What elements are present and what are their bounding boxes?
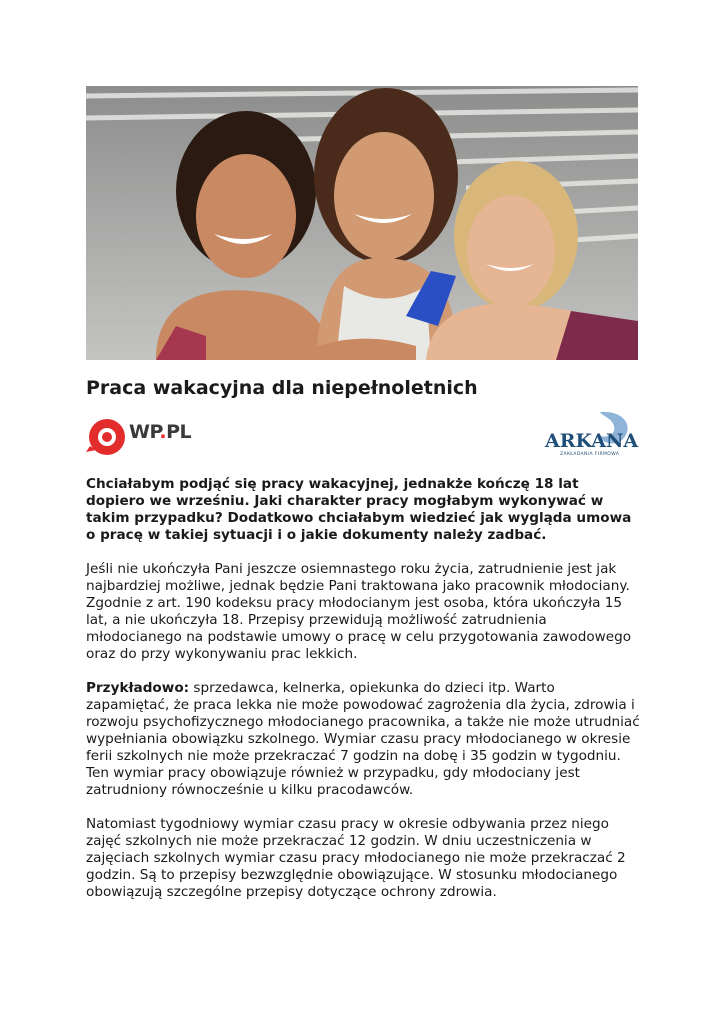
- answer-paragraph-3: Natomiast tygodniowy wymiar czasu pracy w okresie odbywania przez niego zajęć szkolnych nie może przekraczać 12 godzin. W dniu uczestniczenia w zajęciach szkolnych wymiar czasu pracy młodocianego nie może przekraczać 2 godzin. Są to przepisy bezwzględnie obowiązujące. W stosunku młodocianego obowiązują szczególne przepisy dotyczące ochrony zdrowia.: [86, 816, 626, 900]
- wp-logo-dot: .: [159, 421, 167, 443]
- header-photo: [86, 86, 638, 360]
- question-paragraph: Chciałabym podjąć się pracy wakacyjnej, jednakże kończę 18 lat dopiero we wrześniu. Jaki charakter pracy mogłabym wykonywać w takim przypadku? Dodatkowo chciałabym wiedzieć jak wygląda umowa o pracę w takiej sytuacji i o jakie dokumenty należy zadbać.: [86, 476, 632, 543]
- paragraph-body: sprzedawca, kelnerka, opiekunka do dzieci itp. Warto zapamiętać, że praca lekka nie może powodować zagrożenia dla życia, zdrowia i rozwoju psychofizycznego młodocianego pracownika, a także nie może utrudniać wypełniania obowiązku szkolnego. Wymiar czasu pracy młodocianego w okresie ferii szkolnych nie może przekraczać 7 godzin na dobę i 35 godzin w tygodniu. Ten wymiar pracy obowiązuje również w przypadku, gdy młodociany jest zatrudniony równocześnie u kilku pracodawców.: [86, 680, 640, 798]
- article-body: [86, 476, 642, 918]
- paragraph-lead: Przykładowo:: [86, 680, 190, 696]
- arkana-logo: ARKANA: [545, 430, 639, 452]
- answer-paragraph-1: Jeśli nie ukończyła Pani jeszcze osiemnastego roku życia, zatrudnienie jest jak najbardziej możliwe, jednak będzie Pani traktowana jako pracownik młodociany. Zgodnie z art. 190 kodeksu pracy młodocianym jest osoba, która ukończyła 15 lat, a nie ukończyła 18. Przepisy przewidują możliwość zatrudnienia młodocianego na podstawie umowy o pracę w celu przygotowania zawodowego oraz do przy wykonywaniu prac lekkich.: [86, 561, 632, 662]
- wp-logo-main: WP: [129, 421, 160, 443]
- page-title: Praca wakacyjna dla niepełnoletnich: [86, 377, 478, 399]
- three-women-photo: [86, 86, 638, 360]
- answer-paragraph-2: [86, 680, 642, 799]
- wp-logo: [129, 421, 191, 443]
- wp-logo-suffix: PL: [166, 421, 192, 443]
- arkana-logo-subtitle: ZAKŁADANIA FIRMOWA: [560, 452, 620, 457]
